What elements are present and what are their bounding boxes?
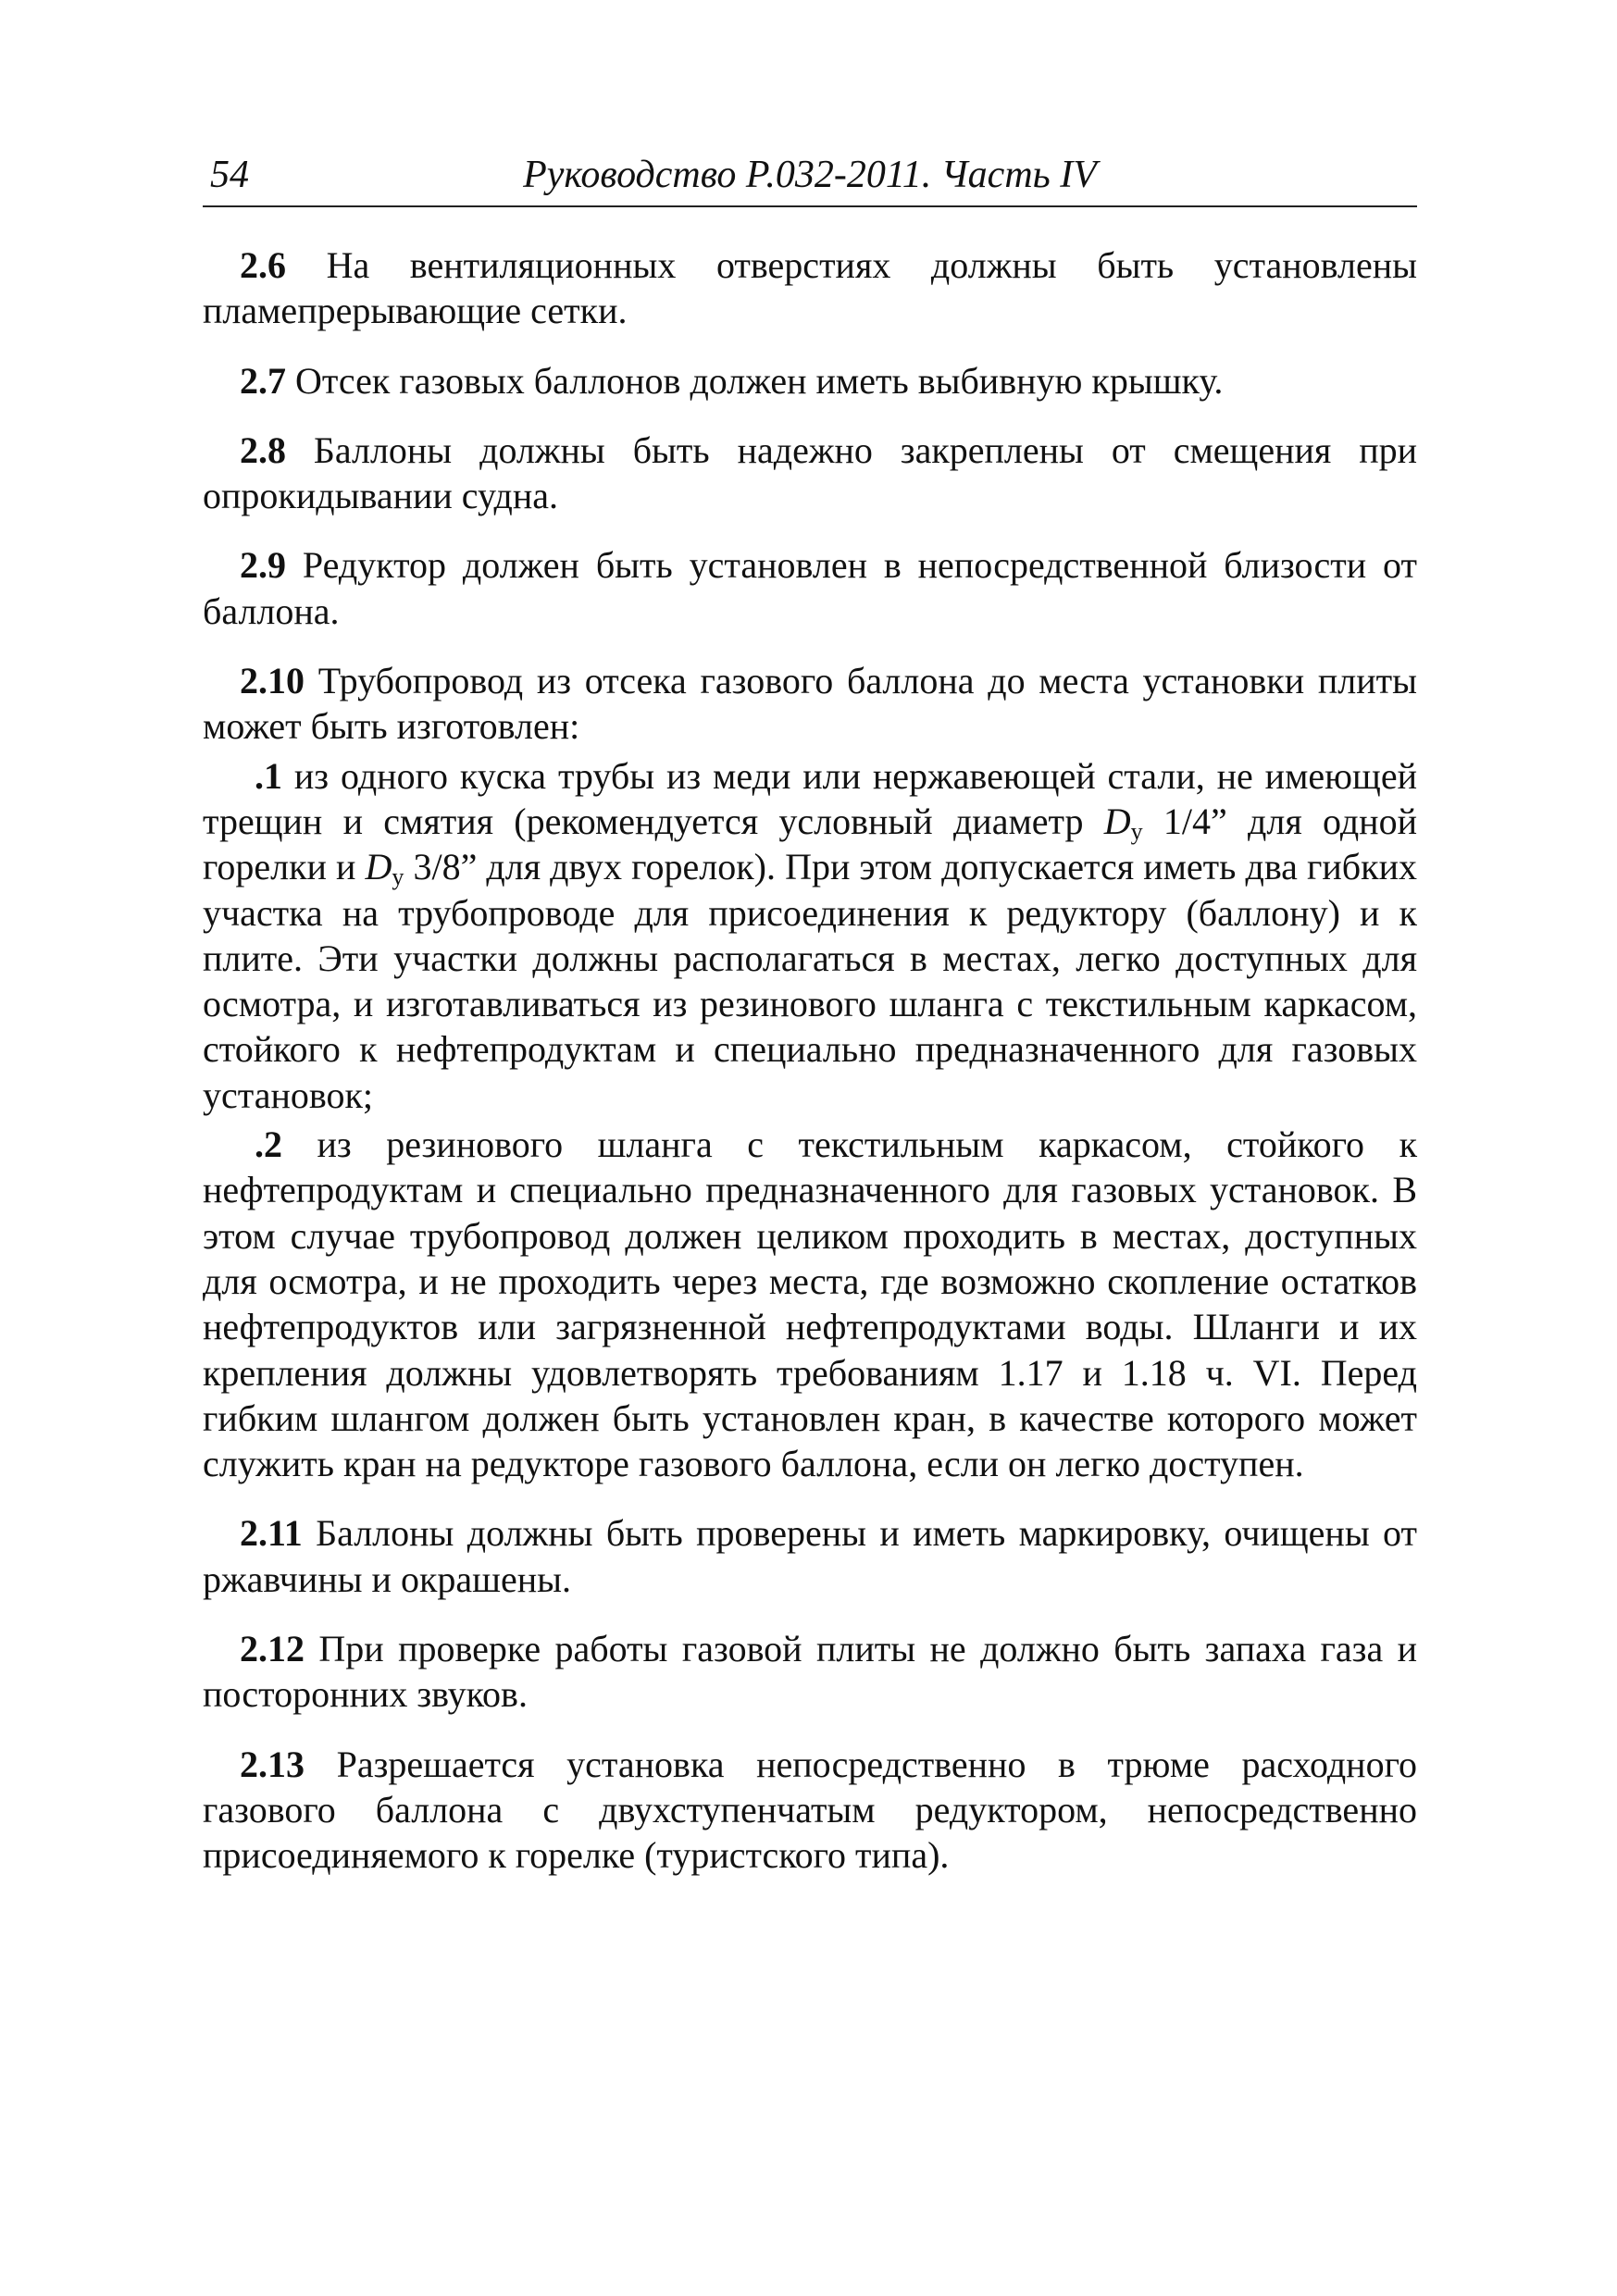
document-body: [203, 242, 1417, 1903]
paragraph-text: Разрешается установка непосредственно в трюме расходного газового баллона с двухступенчатым редуктором, непосредственно присоединяемого к горелке (туристского типа).: [203, 1743, 1417, 1877]
paragraph-2-11: [203, 1510, 1417, 1602]
section-number: 2.13: [240, 1743, 305, 1785]
paragraph-2-10: [203, 658, 1417, 750]
diameter-symbol: D: [1103, 800, 1131, 842]
item-number: .2: [255, 1123, 282, 1166]
paragraph-text: При проверке работы газовой плиты не должно быть запаха газа и посторонних звуков.: [203, 1628, 1417, 1716]
item-text: 3/8” для двух горелок). При этом допускается иметь два гибких участка на трубопроводе для присоединения к редуктору (баллону) и к плите. Эти участки должны располагаться в местах, легко доступных для осмотра, и изготавливаться из резинового шланга с текстильным каркасом, стойкого к нефтепродуктам и специально предназначенного для газовых установок;: [203, 846, 1417, 1116]
running-header: [203, 148, 1417, 207]
paragraph-text: Трубопровод из отсека газового баллона до места установки плиты может быть изготовлен:: [203, 660, 1417, 748]
paragraph-2-6: [203, 242, 1417, 334]
paragraph-2-7: [203, 358, 1417, 403]
paragraph-text: Редуктор должен быть установлен в непосредственной близости от баллона.: [203, 544, 1417, 632]
page-number: 54: [210, 154, 249, 196]
section-number: 2.12: [240, 1628, 305, 1670]
item-text: из резинового шланга с текстильным каркасом, стойкого к нефтепродуктам и специально предназначенного для газовых установок. В этом случае трубопровод должен целиком проходить в местах, доступных для осмотра, и не проходить через места, где возможно скопление остатков нефтепродуктов или загрязненной нефтепродуктами воды. Шланги и их крепления должны удовлетворять требованиям 1.17 и 1.18 ч. VI. Перед гибким шлангом должен быть установлен кран, в качестве которого может служить кран на редукторе газового баллона, если он легко доступен.: [203, 1123, 1417, 1485]
item-text: 1/4” для одной горелки и: [203, 800, 1417, 888]
list-item-2: [203, 1122, 1417, 1486]
header-title: Руководство Р.032-2011. Часть IV: [523, 154, 1097, 196]
section-number: 2.8: [240, 428, 286, 471]
paragraph-text: Баллоны должны быть проверены и иметь маркировку, очищены от ржавчины и окрашены.: [203, 1512, 1417, 1600]
paragraph-2-9: [203, 542, 1417, 634]
section-number: 2.11: [240, 1512, 303, 1555]
paragraph-2-8: [203, 428, 1417, 519]
list-item-1: [203, 753, 1417, 1118]
diameter-symbol: D: [365, 846, 392, 888]
section-number: 2.6: [240, 244, 286, 286]
paragraph-2-12: [203, 1626, 1417, 1718]
diameter-subscript: у: [392, 863, 404, 891]
item-number: .1: [255, 754, 282, 797]
diameter-subscript: у: [1130, 817, 1143, 845]
paragraph-text: Баллоны должны быть надежно закреплены от смещения при опрокидывании судна.: [203, 428, 1417, 517]
section-number: 2.10: [240, 660, 305, 702]
section-number: 2.9: [240, 544, 286, 587]
paragraph-text: Отсек газовых баллонов должен иметь выбивную крышку.: [286, 359, 1224, 402]
section-number: 2.7: [240, 359, 286, 402]
paragraph-text: На вентиляционных отверстиях должны быть установлены пламепрерывающие сетки.: [203, 244, 1417, 332]
paragraph-2-13: [203, 1742, 1417, 1879]
item-text: из одного куска трубы из меди или нержавеющей стали, не имеющей трещин и смятия (рекомендуется условный диаметр: [203, 754, 1417, 842]
